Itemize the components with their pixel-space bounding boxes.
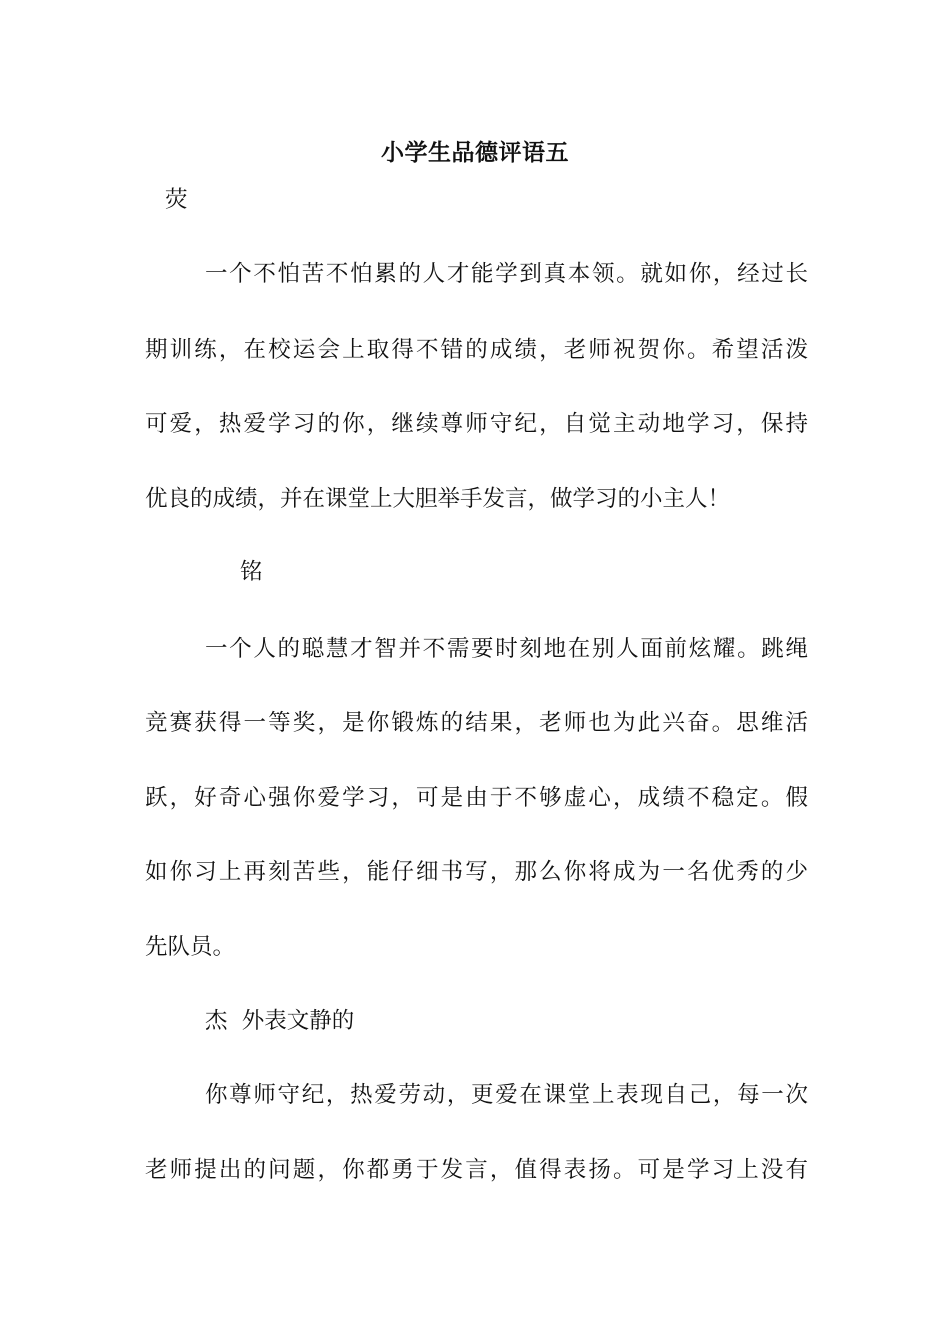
paragraph-line: 一个不怕苦不怕累的人才能学到真本领。就如你，经过长 [205, 261, 808, 287]
paragraph-line: 期训练，在校运会上取得不错的成绩，老师祝贺你。希望活泼 [145, 337, 808, 363]
paragraph-line: 如你习上再刻苦些，能仔细书写，那么你将成为一名优秀的少 [145, 859, 808, 885]
paragraph-line: 一个人的聪慧才智并不需要时刻地在别人面前炫耀。跳绳 [205, 636, 808, 662]
student-name-2: 铭 [240, 559, 263, 585]
paragraph-line: 跃，好奇心强你爱学习，可是由于不够虚心，成绩不稳定。假 [145, 785, 808, 811]
paragraph-line: 老师提出的问题，你都勇于发言，值得表扬。可是学习上没有 [145, 1157, 808, 1183]
paragraph-line: 优良的成绩，并在课堂上大胆举手发言，做学习的小主人！ [145, 486, 731, 512]
paragraph-line: 可爱，热爱学习的你，继续尊师守纪，自觉主动地学习，保持 [145, 411, 808, 437]
paragraph-line: 你尊师守纪，热爱劳动，更爱在课堂上表现自己，每一次 [205, 1082, 808, 1108]
paragraph-line: 先队员。 [145, 934, 236, 960]
document-title: 小学生品德评语五 [381, 139, 569, 166]
student-name-1: 荧 [165, 187, 188, 213]
student-name-3: 杰 外表文静的 [205, 1008, 355, 1034]
paragraph-line: 竞赛获得一等奖，是你锻炼的结果，老师也为此兴奋。思维活 [145, 710, 808, 736]
